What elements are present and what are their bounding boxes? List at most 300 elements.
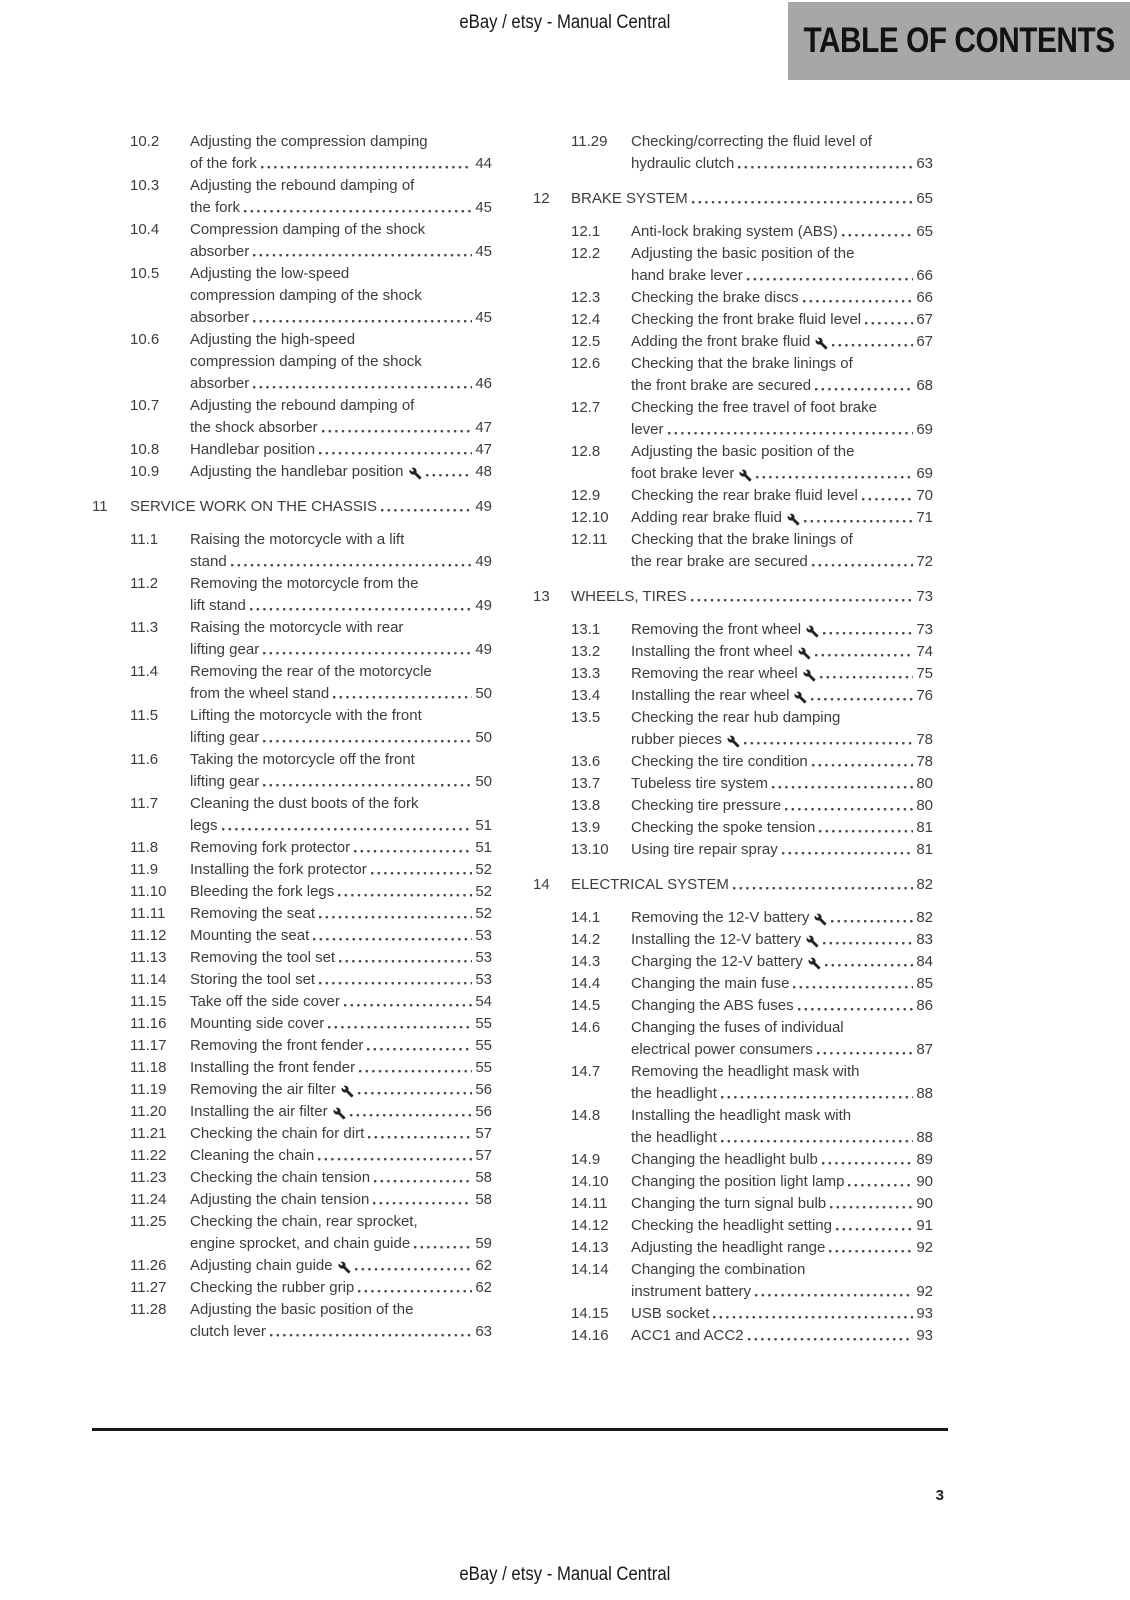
dot-leader <box>354 837 472 859</box>
toc-entry-title: instrument battery <box>631 1283 752 1300</box>
dot-leader <box>812 551 913 573</box>
toc-entry-body <box>190 1013 492 1035</box>
toc-entry <box>533 1259 933 1303</box>
toc-entry-line <box>190 1189 492 1211</box>
toc-entry-page: 88 <box>916 1129 933 1146</box>
dot-leader <box>374 1167 472 1189</box>
toc-entry-line <box>190 1035 492 1057</box>
toc-entry-body <box>190 617 492 661</box>
dot-leader <box>692 188 913 210</box>
toc-entry <box>92 1189 492 1211</box>
toc-entry-number: 14.1 <box>571 909 601 926</box>
toc-entry-number: 11.16 <box>130 1015 167 1032</box>
toc-entry-line <box>190 153 492 175</box>
toc-entry-body <box>631 221 933 243</box>
toc-entry <box>533 331 933 353</box>
toc-entry <box>92 991 492 1013</box>
dot-leader <box>865 309 913 331</box>
toc-entry-number: 10.9 <box>130 463 160 480</box>
dot-leader <box>414 1233 472 1255</box>
toc-entry-line <box>631 1171 933 1193</box>
toc-chapter-title: ELECTRICAL SYSTEM <box>571 876 729 893</box>
toc-entry-title: Adding rear brake fluid <box>631 509 782 526</box>
toc-entry-title: Adjusting the headlight range <box>631 1239 826 1256</box>
toc-entry-title: Installing the front wheel <box>631 643 793 660</box>
toc-entry-line <box>631 907 933 929</box>
toc-entry-page: 78 <box>916 753 933 770</box>
toc-entry-number: 11.23 <box>130 1169 167 1186</box>
dot-leader <box>721 1127 913 1149</box>
toc-entry-title: Installing the front fender <box>190 1059 356 1076</box>
dot-leader <box>319 439 472 461</box>
toc-entry-line <box>190 175 492 197</box>
toc-chapter-line <box>571 874 933 896</box>
toc-entry-body <box>631 1061 933 1105</box>
toc-entry-page: 55 <box>475 1015 492 1032</box>
toc-entry-title: absorber <box>190 375 250 392</box>
toc-entry <box>533 907 933 929</box>
toc-entry-body <box>571 874 933 896</box>
toc-entry-line <box>190 529 492 551</box>
toc-entry-body <box>631 485 933 507</box>
toc-chapter-title: SERVICE WORK ON THE CHASSIS <box>130 498 377 515</box>
toc-entry <box>533 707 933 751</box>
toc-entry-line <box>631 1149 933 1171</box>
toc-entry-line <box>631 1039 933 1061</box>
toc-entry-number: 12.9 <box>571 487 601 504</box>
toc-entry-title: Checking the front brake fluid level <box>631 311 862 328</box>
dot-leader <box>798 995 913 1017</box>
toc-entry-body <box>190 903 492 925</box>
toc-entry <box>533 1171 933 1193</box>
toc-entry-title: Checking the free travel of foot brake <box>631 399 877 416</box>
toc-entry-line <box>190 771 492 793</box>
toc-entry-page: 44 <box>475 155 492 172</box>
dot-leader <box>253 307 472 329</box>
toc-entry-title: engine sprocket, and chain guide <box>190 1235 411 1252</box>
toc-entry-number: 10.6 <box>130 331 160 348</box>
toc-entry-title: Adjusting the basic position of the <box>631 245 855 262</box>
toc-entry-page: 45 <box>475 309 492 326</box>
dot-leader <box>815 641 913 663</box>
toc-entry-title: Taking the motorcycle off the front <box>190 751 415 768</box>
toc-entry-body <box>631 309 933 331</box>
toc-entry-number: 11.25 <box>130 1213 167 1230</box>
dot-leader <box>825 951 913 973</box>
toc-entry-line <box>631 243 933 265</box>
toc-entry-number: 11.5 <box>130 707 159 724</box>
toc-entry-line <box>631 663 933 685</box>
toc-entry-page: 56 <box>475 1081 492 1098</box>
toc-entry-number: 13.9 <box>571 819 601 836</box>
toc-entry-body <box>631 929 933 951</box>
dot-leader <box>836 1215 913 1237</box>
toc-entry-body <box>631 1237 933 1259</box>
toc-entry-line <box>631 463 933 485</box>
toc-entry-number: 14.16 <box>571 1327 609 1344</box>
toc-entry <box>92 617 492 661</box>
toc-entry <box>533 485 933 507</box>
dot-leader <box>785 795 913 817</box>
toc-entry-line <box>631 951 933 973</box>
toc-entry-line <box>190 1321 492 1343</box>
wrench-icon <box>803 669 816 682</box>
dot-leader <box>831 907 913 929</box>
dot-leader <box>253 241 472 263</box>
toc-entry-page: 49 <box>475 553 492 570</box>
toc-entry-title: rubber pieces <box>631 731 722 748</box>
toc-entry-body <box>631 751 933 773</box>
toc-entry-number: 14.8 <box>571 1107 601 1124</box>
toc-entry-page: 74 <box>916 643 933 660</box>
toc-entry <box>533 1061 933 1105</box>
toc-entry-body <box>631 773 933 795</box>
toc-entry-body <box>190 837 492 859</box>
toc-entry <box>92 1167 492 1189</box>
toc-entry <box>533 397 933 441</box>
toc-left-column <box>92 131 492 1343</box>
toc-entry-line <box>190 1145 492 1167</box>
toc-entry-line <box>631 729 933 751</box>
toc-entry <box>533 1237 933 1259</box>
toc-entry-number: 10.7 <box>130 397 160 414</box>
dot-leader <box>738 153 913 175</box>
toc-entry-body <box>190 1057 492 1079</box>
toc-entry-line <box>631 1237 933 1259</box>
toc-entry <box>92 1211 492 1255</box>
dot-leader <box>804 507 913 529</box>
dot-leader <box>819 817 913 839</box>
toc-entry-body <box>190 1167 492 1189</box>
dot-leader <box>358 1277 472 1299</box>
toc-entry-title: the headlight <box>631 1129 717 1146</box>
toc-entry-number: 11.8 <box>130 839 159 856</box>
dot-leader <box>822 1149 913 1171</box>
toc-entry-page: 86 <box>916 997 933 1014</box>
toc-entry-page: 58 <box>475 1169 492 1186</box>
toc-entry-title: absorber <box>190 309 250 326</box>
toc-entry-number: 13.7 <box>571 775 601 792</box>
toc-entry-line <box>190 947 492 969</box>
toc-entry-number: 11.6 <box>130 751 159 768</box>
toc-entry <box>533 685 933 707</box>
dot-leader <box>270 1321 472 1343</box>
toc-entry-body <box>631 529 933 573</box>
toc-entry-line <box>631 973 933 995</box>
header-center-text: eBay / etsy - Manual Central <box>459 12 671 33</box>
toc-entry-number: 14 <box>533 876 550 893</box>
toc-entry-line <box>190 1277 492 1299</box>
toc-entry-page: 59 <box>475 1235 492 1252</box>
toc-entry-title: the shock absorber <box>190 419 318 436</box>
toc-entry-title: Installing the headlight mask with <box>631 1107 852 1124</box>
toc-entry-body <box>190 219 492 263</box>
toc-entry-line <box>631 839 933 861</box>
toc-entry-body <box>571 586 933 608</box>
toc-entry-number: 12.1 <box>571 223 601 240</box>
toc-entry <box>92 859 492 881</box>
toc-entry-line <box>190 815 492 837</box>
toc-entry-page: 93 <box>916 1327 933 1344</box>
toc-entry-line <box>190 617 492 639</box>
toc-entry-body <box>631 243 933 287</box>
toc-entry-page: 87 <box>916 1041 933 1058</box>
toc-entry-title: from the wheel stand <box>190 685 330 702</box>
toc-entry-page: 76 <box>916 687 933 704</box>
toc-entry-line <box>631 1017 933 1039</box>
toc-entry-title: hand brake lever <box>631 267 743 284</box>
toc-entry-number: 13.4 <box>571 687 601 704</box>
toc-entry-body <box>631 287 933 309</box>
toc-entry-line <box>631 1215 933 1237</box>
toc-entry-body <box>190 859 492 881</box>
toc-entry <box>92 969 492 991</box>
toc-entry-number: 13 <box>533 588 550 605</box>
toc-entry-number: 10.4 <box>130 221 160 238</box>
toc-entry-number: 13.10 <box>571 841 609 858</box>
toc-entry-line <box>631 441 933 463</box>
toc-entry-line <box>190 991 492 1013</box>
toc-entry-number: 12.4 <box>571 311 601 328</box>
toc-entry <box>533 243 933 287</box>
toc-entry-body <box>631 1105 933 1149</box>
toc-entry-line <box>190 1101 492 1123</box>
toc-entry-line <box>190 1013 492 1035</box>
toc-entry-title: Removing the seat <box>190 905 316 922</box>
dot-leader <box>244 197 472 219</box>
toc-entry-page: 53 <box>475 971 492 988</box>
toc-entry-number: 13.8 <box>571 797 601 814</box>
toc-entry-page: 52 <box>475 883 492 900</box>
dot-leader <box>744 729 913 751</box>
toc-entry-number: 11.13 <box>130 949 167 966</box>
toc-entry-number: 12.7 <box>571 399 601 416</box>
toc-entry-line <box>631 131 933 153</box>
toc-entry-title: compression damping of the shock <box>190 353 422 370</box>
toc-entry-line <box>631 751 933 773</box>
toc-entry-title: Checking/correcting the fluid level of <box>631 133 872 150</box>
toc-entry-number: 11.27 <box>130 1279 167 1296</box>
toc-entry <box>92 1101 492 1123</box>
toc-entry-number: 11.18 <box>130 1059 167 1076</box>
wrench-icon <box>806 935 819 948</box>
toc-entry-title: Checking the chain for dirt <box>190 1125 365 1142</box>
toc-entry-page: 80 <box>916 797 933 814</box>
toc-entry-number: 14.15 <box>571 1305 609 1322</box>
toc-entry-line <box>190 351 492 373</box>
toc-entry-page: 53 <box>475 949 492 966</box>
toc-entry-body <box>190 661 492 705</box>
dot-leader <box>338 881 472 903</box>
dot-leader <box>842 221 913 243</box>
toc-entry-title: Checking the rear brake fluid level <box>631 487 858 504</box>
toc-entry <box>92 1299 492 1343</box>
toc-entry <box>533 309 933 331</box>
toc-entry-body <box>631 441 933 485</box>
toc-entry-line <box>190 595 492 617</box>
toc-entry-page: 65 <box>916 190 933 207</box>
toc-entry-body <box>631 1325 933 1347</box>
wrench-icon <box>333 1107 346 1120</box>
toc-entry-title: Adjusting the handlebar position <box>190 463 404 480</box>
toc-entry-title: Removing the motorcycle from the <box>190 575 419 592</box>
toc-entry-line <box>631 221 933 243</box>
toc-entry-body <box>130 496 492 518</box>
toc-entry-line <box>190 969 492 991</box>
toc-entry-page: 90 <box>916 1195 933 1212</box>
toc-entry-title: Checking the chain tension <box>190 1169 371 1186</box>
toc-entry-number: 11.9 <box>130 861 159 878</box>
toc-entry-page: 62 <box>475 1279 492 1296</box>
toc-entry-number: 11.14 <box>130 971 167 988</box>
toc-right-column <box>533 131 933 1347</box>
toc-entry-page: 72 <box>916 553 933 570</box>
toc-entry-number: 12.6 <box>571 355 601 372</box>
wrench-icon <box>815 337 828 350</box>
toc-entry <box>92 1255 492 1277</box>
toc-entry-body <box>190 1035 492 1057</box>
toc-entry-line <box>631 1325 933 1347</box>
toc-entry <box>533 221 933 243</box>
toc-chapter-line <box>571 586 933 608</box>
toc-entry-line <box>631 773 933 795</box>
toc-entry-page: 57 <box>475 1125 492 1142</box>
dot-leader <box>772 773 913 795</box>
toc-entry-number: 14.4 <box>571 975 601 992</box>
toc-entry-body <box>631 131 933 175</box>
toc-entry-body <box>631 685 933 707</box>
toc-entry-line <box>190 417 492 439</box>
dot-leader <box>222 815 472 837</box>
toc-entry-title: Adjusting the basic position of the <box>631 443 855 460</box>
toc-entry-title: lifting gear <box>190 773 260 790</box>
dot-leader <box>319 903 472 925</box>
toc-entry-title: Adjusting the compression damping <box>190 133 428 150</box>
toc-entry-number: 14.11 <box>571 1195 608 1212</box>
toc-entry-body <box>190 1189 492 1211</box>
dot-leader <box>261 153 472 175</box>
toc-entry <box>92 793 492 837</box>
toc-entry-line <box>631 1259 933 1281</box>
toc-entry-body <box>190 1101 492 1123</box>
toc-entry-number: 12.5 <box>571 333 601 350</box>
toc-entry-title: Adjusting chain guide <box>190 1257 333 1274</box>
toc-entry-body <box>190 881 492 903</box>
toc-entry-title: absorber <box>190 243 250 260</box>
toc-entry-title: Adjusting the basic position of the <box>190 1301 414 1318</box>
toc-entry-page: 48 <box>475 463 492 480</box>
toc-entry-number: 11.11 <box>130 905 166 922</box>
toc-entry-body <box>190 1079 492 1101</box>
toc-entry-body <box>190 1123 492 1145</box>
toc-entry-body <box>190 705 492 749</box>
toc-entry-number: 11.1 <box>130 531 159 548</box>
toc-entry <box>92 881 492 903</box>
toc-entry-title: Installing the air filter <box>190 1103 328 1120</box>
dot-leader <box>350 1101 472 1123</box>
toc-entry-page: 82 <box>916 876 933 893</box>
toc-entry-title: Bleeding the fork legs <box>190 883 335 900</box>
dot-leader <box>755 1281 913 1303</box>
dot-leader <box>756 463 913 485</box>
toc-entry <box>533 529 933 573</box>
dot-leader <box>263 727 472 749</box>
dot-leader <box>263 771 472 793</box>
toc-entry-number: 14.7 <box>571 1063 601 1080</box>
toc-entry-body <box>190 1211 492 1255</box>
toc-entry-number: 11.7 <box>130 795 159 812</box>
toc-entry-body <box>190 793 492 837</box>
toc-entry-body <box>190 947 492 969</box>
toc-entry-line <box>190 1255 492 1277</box>
dot-leader <box>823 619 913 641</box>
wrench-icon <box>787 513 800 526</box>
toc-entry-line <box>631 1083 933 1105</box>
toc-entry <box>533 1105 933 1149</box>
toc-entry-page: 47 <box>475 441 492 458</box>
toc-entry-page: 51 <box>475 817 492 834</box>
toc-entry-title: Raising the motorcycle with a lift <box>190 531 405 548</box>
dot-leader <box>733 874 913 896</box>
toc-entry-title: USB socket <box>631 1305 710 1322</box>
toc-entry-body <box>631 1259 933 1303</box>
toc-entry <box>533 995 933 1017</box>
toc-chapter <box>92 496 492 518</box>
toc-entry-title: Adjusting the low-speed <box>190 265 350 282</box>
wrench-icon <box>808 957 821 970</box>
toc-entry-title: Checking the brake discs <box>631 289 799 306</box>
toc-entry <box>92 461 492 483</box>
toc-entry-title: the fork <box>190 199 241 216</box>
toc-entry-line <box>190 1233 492 1255</box>
toc-entry-line <box>631 1303 933 1325</box>
toc-entry-page: 93 <box>916 1305 933 1322</box>
toc-entry-title: compression damping of the shock <box>190 287 422 304</box>
dot-leader <box>322 417 472 439</box>
toc-entry-page: 62 <box>475 1257 492 1274</box>
toc-entry-title: legs <box>190 817 218 834</box>
toc-entry-line <box>631 287 933 309</box>
toc-entry <box>533 751 933 773</box>
toc-entry-number: 11.20 <box>130 1103 167 1120</box>
toc-entry-number: 14.9 <box>571 1151 601 1168</box>
toc-chapter <box>533 586 933 608</box>
dot-leader <box>313 925 472 947</box>
toc-entry-line <box>631 995 933 1017</box>
toc-entry-title: Checking the tire condition <box>631 753 808 770</box>
toc-entry-page: 45 <box>475 199 492 216</box>
toc-entry-title: Checking the headlight setting <box>631 1217 832 1234</box>
toc-entry-title: Lifting the motorcycle with the front <box>190 707 422 724</box>
toc-entry <box>533 663 933 685</box>
toc-entry-number: 11.24 <box>130 1191 167 1208</box>
toc-entry-body <box>190 1277 492 1299</box>
wrench-icon <box>814 913 827 926</box>
dot-leader <box>812 751 913 773</box>
toc-entry-body <box>631 995 933 1017</box>
toc-entry-page: 57 <box>475 1147 492 1164</box>
toc-entry-title: stand <box>190 553 227 570</box>
toc-entry-title: Checking the spoke tension <box>631 819 816 836</box>
toc-entry-page: 65 <box>916 223 933 240</box>
toc-entry-page: 67 <box>916 311 933 328</box>
table-of-contents-title: TABLE OF CONTENTS <box>803 21 1115 60</box>
table-of-contents-banner <box>788 2 1130 80</box>
toc-entry-title: Removing the rear wheel <box>631 665 798 682</box>
toc-entry-body <box>190 439 492 461</box>
dot-leader <box>817 1039 913 1061</box>
toc-entry-body <box>631 663 933 685</box>
